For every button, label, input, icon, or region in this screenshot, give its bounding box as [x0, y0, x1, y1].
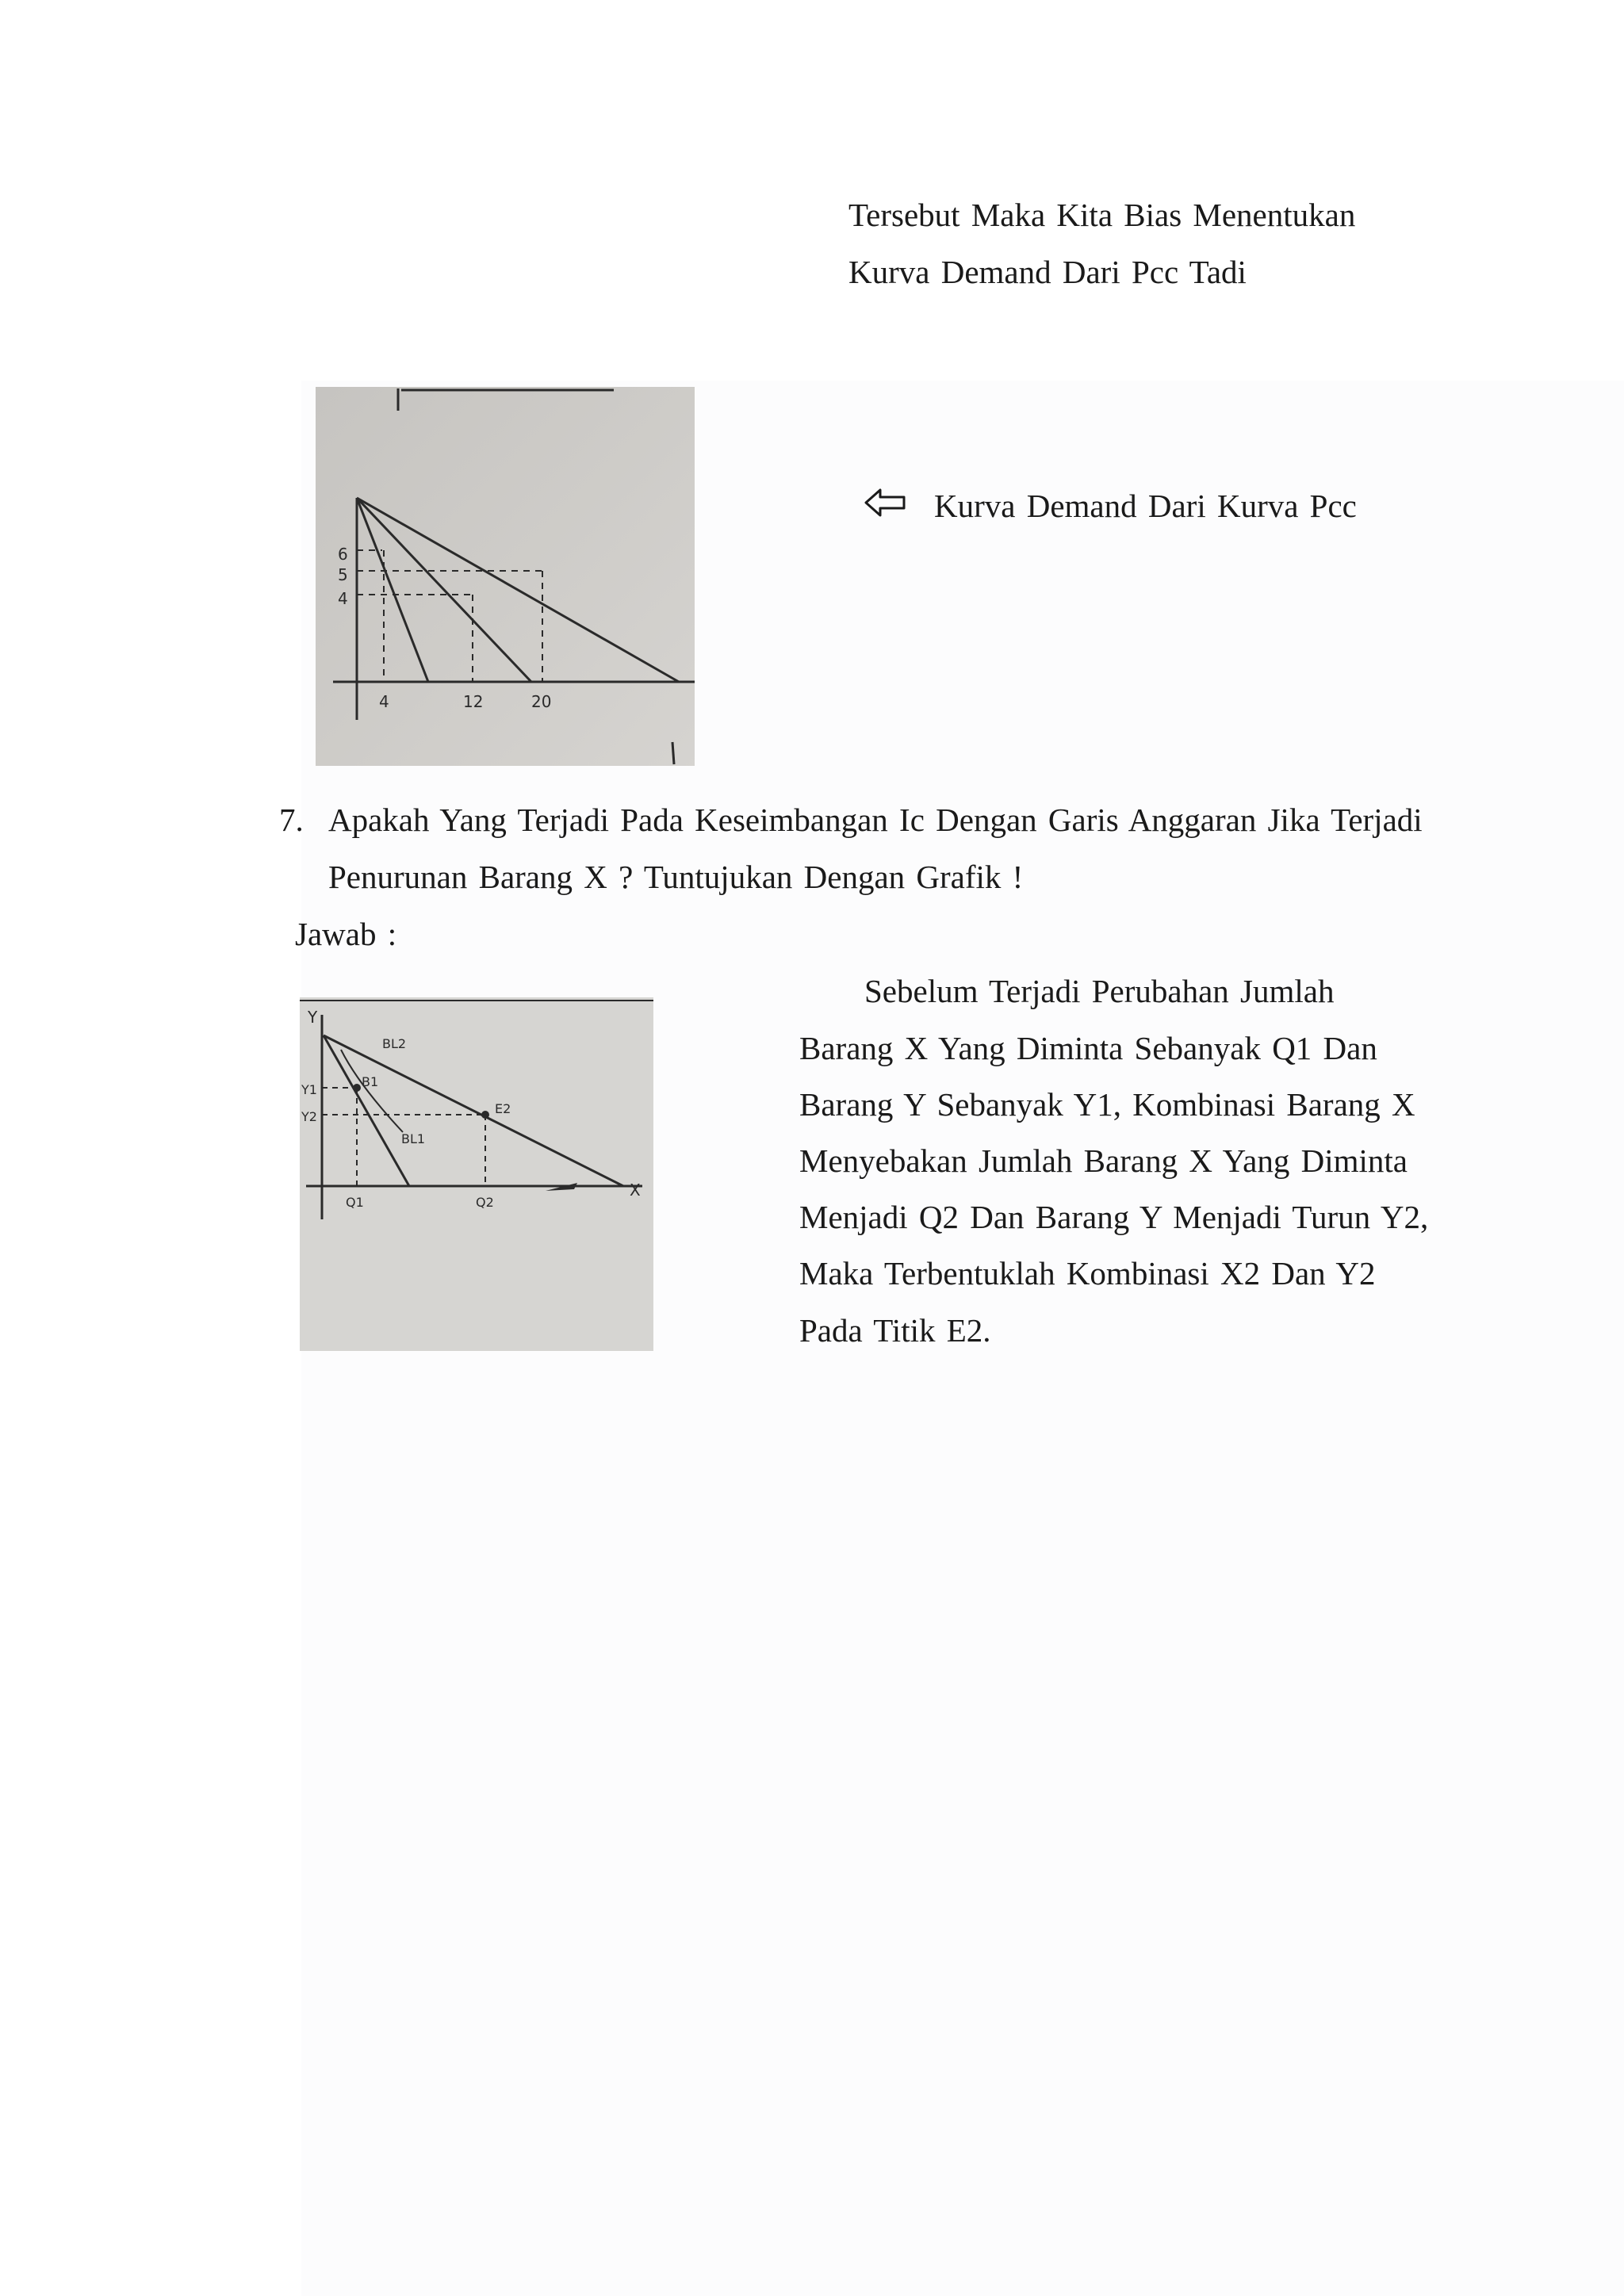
y-axis-label: Y — [308, 1008, 318, 1027]
corner-mark — [672, 742, 674, 764]
x-tick-q1: Q1 — [346, 1195, 364, 1210]
y-tick-6: 6 — [338, 545, 348, 564]
answer-line-4: Menyebakan Jumlah Barang X Yang Diminta — [799, 1142, 1408, 1179]
figure-budget-line-photo — [300, 997, 653, 1351]
question-number: 7. — [279, 802, 304, 838]
x-tick-12: 12 — [463, 692, 484, 711]
x-tick-q2: Q2 — [476, 1195, 494, 1210]
x-tick-20: 20 — [531, 692, 552, 711]
answer-line-2: Barang X Yang Diminta Sebanyak Q1 Dan — [799, 1030, 1377, 1066]
label-bl2: BL2 — [382, 1036, 407, 1051]
budget-line-sketch — [300, 997, 653, 1351]
y-tick-5: 5 — [338, 565, 348, 584]
answer-label: Jawab : — [295, 916, 397, 952]
left-hollow-arrow-icon — [863, 484, 907, 522]
y-tick-4: 4 — [338, 589, 348, 608]
y-tick-y2: Y2 — [301, 1109, 317, 1124]
figure-demand-curve-photo — [316, 387, 695, 766]
intro-line-2: Kurva Demand Dari Pcc Tadi — [848, 254, 1247, 290]
answer-line-7: Pada Titik E2. — [799, 1312, 991, 1349]
answer-line-5: Menjadi Q2 Dan Barang Y Menjadi Turun Y2, — [799, 1199, 1429, 1235]
label-bl1: BL1 — [401, 1131, 426, 1146]
figure1-caption: Kurva Demand Dari Kurva Pcc — [934, 488, 1357, 524]
question-line-1: Apakah Yang Terjadi Pada Keseimbangan Ic Dengan Garis Anggaran Jika Terjadi — [328, 802, 1423, 838]
answer-line-6: Maka Terbentuklah Kombinasi X2 Dan Y2 — [799, 1255, 1376, 1292]
x-axis-label: X — [630, 1181, 641, 1200]
answer-line-1: Sebelum Terjadi Perubahan Jumlah — [864, 973, 1335, 1009]
answer-line-3: Barang Y Sebanyak Y1, Kombinasi Barang X — [799, 1086, 1415, 1123]
x-tick-4: 4 — [379, 692, 389, 711]
demand-curve-sketch — [316, 387, 695, 766]
y-tick-y1: Y1 — [301, 1082, 317, 1097]
intro-line-1: Tersebut Maka Kita Bias Menentukan — [848, 197, 1356, 233]
label-e2: E2 — [495, 1101, 511, 1116]
point-b1 — [353, 1084, 361, 1092]
point-e2 — [481, 1111, 489, 1119]
question-line-2: Penurunan Barang X ? Tuntujukan Dengan Grafik ! — [328, 859, 1024, 895]
label-b1: B1 — [362, 1074, 379, 1089]
